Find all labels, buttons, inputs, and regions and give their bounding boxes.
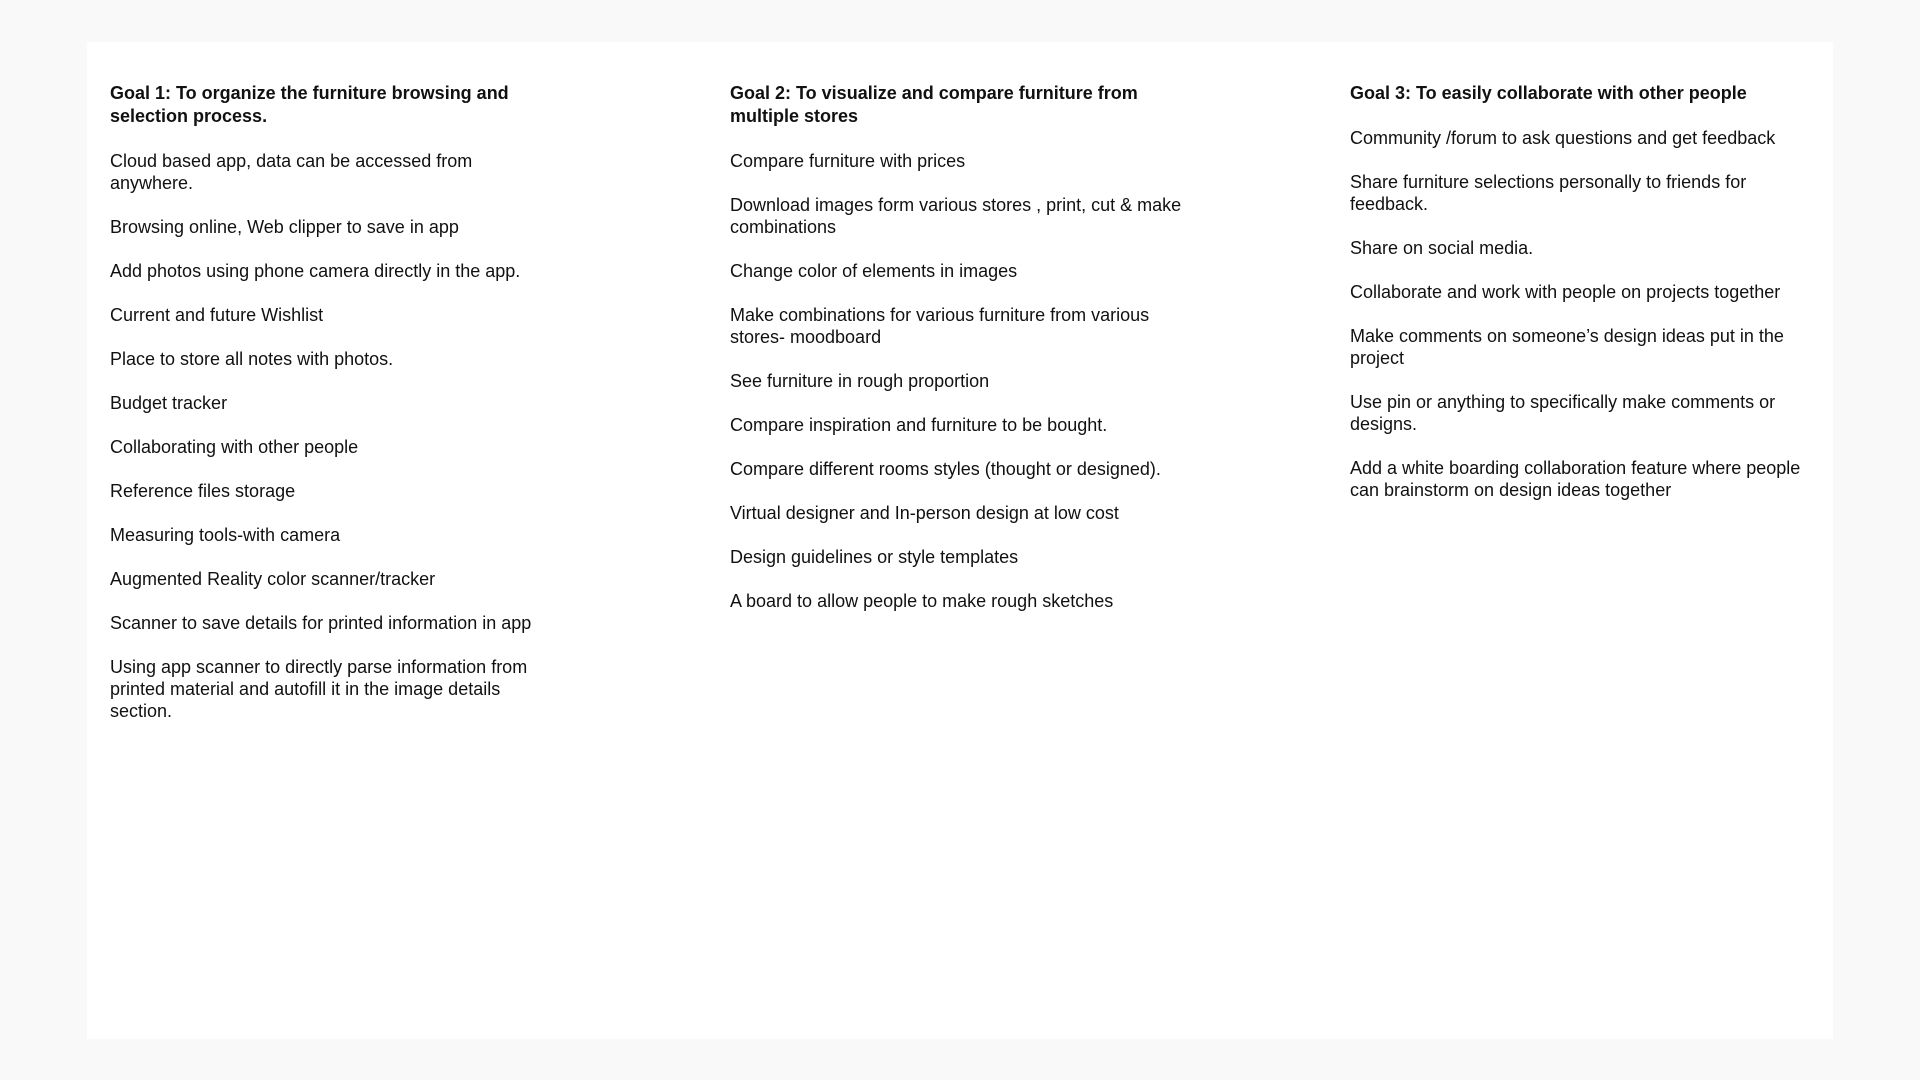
list-item: Share furniture selections personally to friends for feedback.: [1350, 172, 1747, 214]
list-item: Measuring tools-with camera: [110, 525, 341, 545]
list-item: Current and future Wishlist: [110, 305, 324, 325]
list-item: A board to allow people to make rough sketches: [730, 591, 1114, 611]
list-item: Budget tracker: [110, 393, 228, 413]
list-item: Place to store all notes with photos.: [110, 349, 394, 369]
list-item: Make comments on someone’s design ideas put in the project: [1350, 326, 1784, 368]
goal-title: Goal 3: To easily collaborate with other people: [1350, 83, 1747, 103]
list-item: Using app scanner to directly parse information from printed material and autofill it in the image details section.: [110, 657, 528, 721]
list-item: Share on social media.: [1350, 238, 1534, 258]
list-item: Cloud based app, data can be accessed from anywhere.: [110, 151, 473, 193]
list-item: Add photos using phone camera directly in the app.: [110, 261, 521, 281]
list-item: Reference files storage: [110, 481, 296, 501]
list-item: Collaborating with other people: [110, 437, 359, 457]
goal-title: Goal 2: To visualize and compare furniture from multiple stores: [730, 83, 1138, 126]
goal-column-2: [730, 82, 1190, 634]
list-item: Compare different rooms styles (thought or designed).: [730, 459, 1161, 479]
list-item: Design guidelines or style templates: [730, 547, 1019, 567]
list-item: Browsing online, Web clipper to save in app: [110, 217, 459, 237]
list-item: Use pin or anything to specifically make comments or designs.: [1350, 392, 1776, 434]
list-item: Compare inspiration and furniture to be bought.: [730, 415, 1108, 435]
list-item: Augmented Reality color scanner/tracker: [110, 569, 436, 589]
goal-title: Goal 1: To organize the furniture browsing and selection process.: [110, 83, 509, 126]
list-item: Collaborate and work with people on projects together: [1350, 282, 1781, 302]
list-item: Change color of elements in images: [730, 261, 1018, 281]
list-item: Add a white boarding collaboration feature where people can brainstorm on design ideas together: [1350, 458, 1801, 500]
goal-column-3: [1350, 82, 1810, 523]
list-item: Compare furniture with prices: [730, 151, 966, 171]
list-item: Make combinations for various furniture from various stores- moodboard: [730, 305, 1150, 347]
list-item: Virtual designer and In-person design at low cost: [730, 503, 1119, 523]
list-item: Community /forum to ask questions and get feedback: [1350, 128, 1776, 148]
goals-board: [87, 42, 1833, 1039]
list-item: Download images form various stores , print, cut & make combinations: [730, 195, 1182, 237]
list-item: See furniture in rough proportion: [730, 371, 990, 391]
list-item: Scanner to save details for printed information in app: [110, 613, 532, 633]
goal-column-1: [110, 82, 560, 744]
